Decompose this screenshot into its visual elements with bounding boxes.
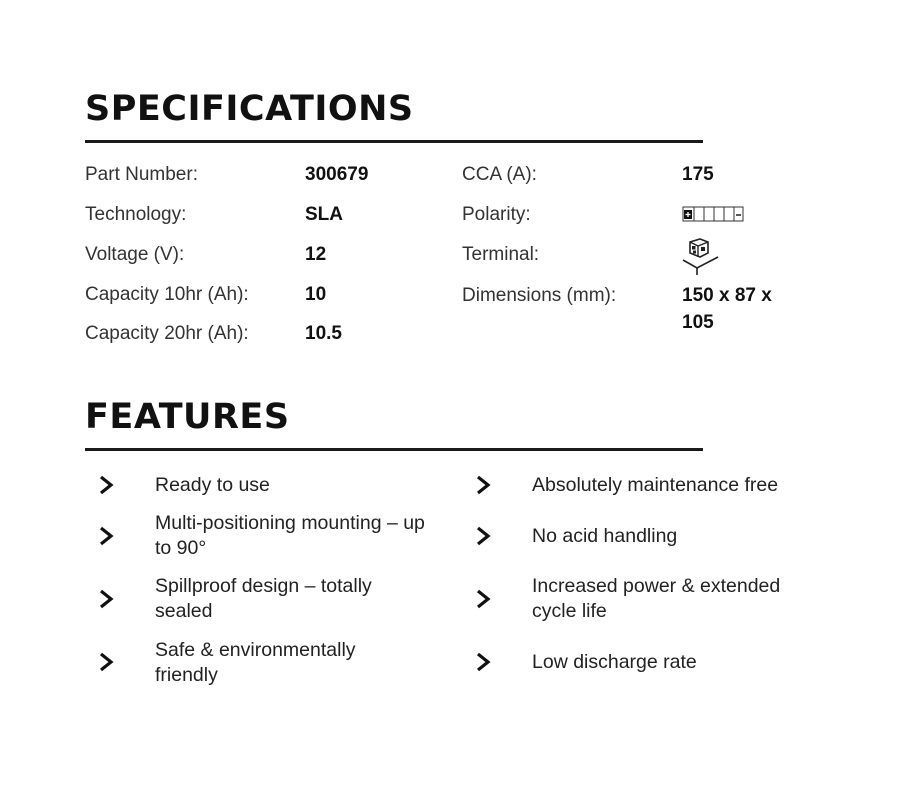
chevron-right-icon (96, 473, 118, 497)
feature-text: Safe & environmentally friendly (155, 639, 356, 686)
features-title: FEATURES (85, 397, 290, 437)
chevron-right-icon (96, 587, 118, 611)
spec-label-capacity-10hr: Capacity 10hr (Ah): (85, 284, 249, 305)
polarity-diagram-icon (682, 206, 744, 222)
spec-value-technology: SLA (305, 204, 343, 225)
spec-label-capacity-20hr: Capacity 20hr (Ah): (85, 323, 249, 344)
specifications-divider (85, 140, 703, 143)
chevron-right-icon (473, 524, 495, 548)
features-divider (85, 448, 703, 451)
terminal-type-icon (680, 238, 720, 276)
spec-label-part-number: Part Number: (85, 164, 198, 185)
feature-text: Spillproof design – totally sealed (155, 575, 372, 622)
spec-value-part-number: 300679 (305, 164, 369, 185)
spec-label-technology: Technology: (85, 204, 187, 225)
spec-value-cca: 175 (682, 164, 714, 185)
feature-text: Ready to use (155, 474, 270, 496)
chevron-right-icon (96, 650, 118, 674)
spec-value-voltage: 12 (305, 244, 327, 265)
spec-label-terminal: Terminal: (462, 244, 540, 265)
feature-text: Low discharge rate (532, 651, 697, 673)
spec-label-dimensions: Dimensions (mm): (462, 285, 617, 306)
feature-text: Multi-positioning mounting – up to 90° (155, 512, 425, 559)
spec-value-capacity-20hr: 10.5 (305, 323, 342, 344)
chevron-right-icon (473, 473, 495, 497)
chevron-right-icon (473, 587, 495, 611)
feature-text: Increased power & extended cycle life (532, 575, 781, 622)
feature-text: Absolutely maintenance free (532, 474, 779, 496)
spec-value-capacity-10hr: 10 (305, 284, 327, 305)
chevron-right-icon (96, 524, 118, 548)
feature-text: No acid handling (532, 525, 678, 547)
spec-value-dimensions: 150 x 87 x 105 (682, 285, 772, 333)
chevron-right-icon (473, 650, 495, 674)
spec-label-polarity: Polarity: (462, 204, 531, 225)
spec-label-voltage: Voltage (V): (85, 244, 185, 265)
specifications-title: SPECIFICATIONS (85, 89, 414, 129)
spec-label-cca: CCA (A): (462, 164, 537, 185)
